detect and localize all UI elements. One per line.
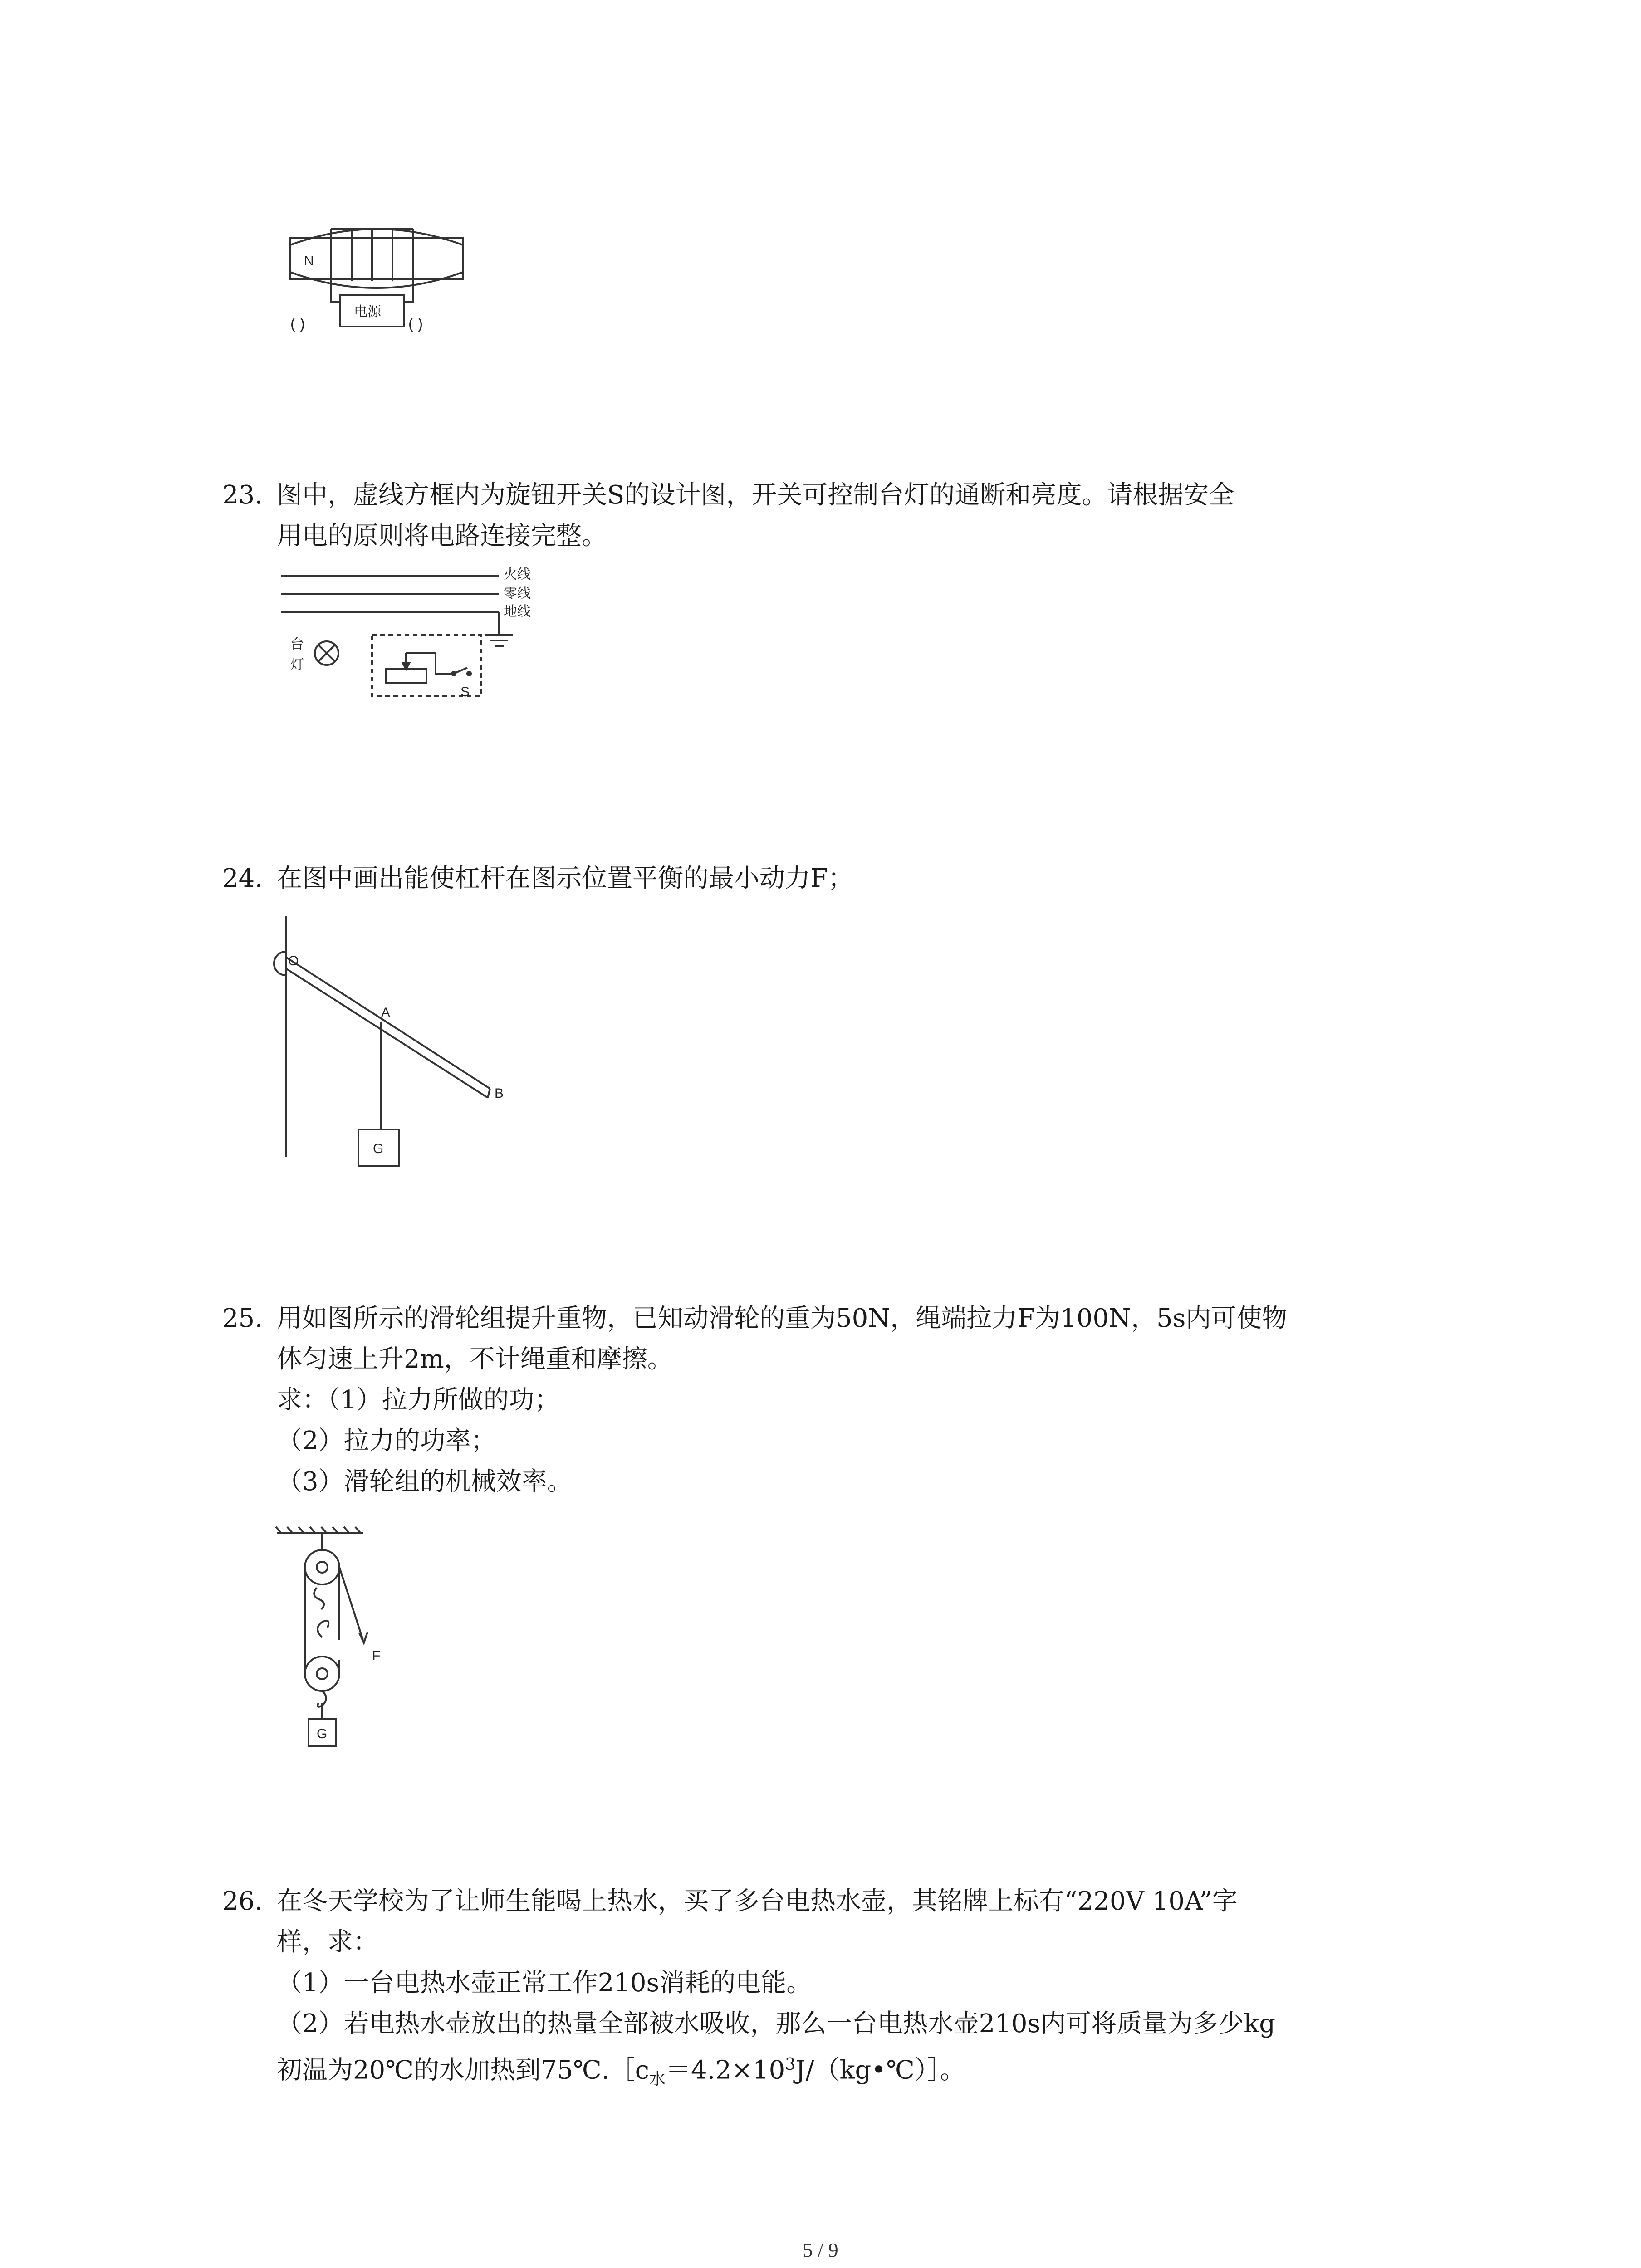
question-25-line-3: 求：（1）拉力所做的功；	[277, 1385, 560, 1415]
right-bracket: ( )	[408, 315, 423, 332]
question-26-line-3: （1）一台电热水壶正常工作210s消耗的电能。	[277, 1968, 812, 1998]
circuit-figure	[277, 562, 558, 735]
question-26-line-2: 样，求：	[277, 1927, 378, 1957]
question-number: 23.	[222, 480, 263, 510]
question-number: 25.	[222, 1304, 263, 1333]
ground-wire-label: 地线	[504, 604, 531, 619]
power-source-label: 电源	[354, 304, 381, 319]
switch-label: S	[460, 684, 470, 699]
solenoid-figure	[272, 218, 481, 349]
question-25-line-1: 25. 用如图所示的滑轮组提升重物，已知动滑轮的重为50N，绳端拉力F为100N，5s内可使物	[222, 1300, 1287, 1338]
point-a-label: A	[381, 1005, 391, 1020]
question-26-line-5: 初温为20℃的水加热到$75℃.[c_水=4.2\times 10^3J/(kg•℃)]$。	[277, 2055, 965, 2088]
left-bracket: ( )	[290, 315, 305, 332]
question-23-line-1: 23. 图中，虚线方框内为旋钮开关S的设计图，开关可控制台灯的通断和亮度。请根据安全	[222, 476, 1234, 514]
lamp-label-top: 台	[290, 637, 304, 652]
question-25-line-2: 体匀速上升2m，不计绳重和摩擦。	[277, 1344, 673, 1374]
page-number: 5 / 9	[803, 2239, 838, 2261]
question-number: 24.	[222, 864, 263, 893]
question-24-line-1: 24. 在图中画出能使杠杆在图示位置平衡的最小动力F；	[222, 860, 853, 898]
question-25-line-4: （2）拉力的功率；	[277, 1426, 496, 1456]
point-o-label: O	[288, 953, 299, 968]
pulley-figure	[272, 1524, 390, 1778]
force-f-label: F	[372, 1648, 381, 1663]
neutral-wire-label: 零线	[504, 586, 531, 601]
weight-g-label: G	[373, 1141, 384, 1156]
question-26-line-4: （2）若电热水壶放出的热量全部被水吸收，那么一台电热水壶210s内可将质量为多少kg	[277, 2009, 1276, 2038]
question-23-line-2: 用电的原则将电路连接完整。	[277, 521, 607, 551]
question-number: 26.	[222, 1887, 263, 1916]
live-wire-label: 火线	[504, 567, 531, 582]
weight-g-label: G	[317, 1726, 328, 1741]
lamp-label-bottom: 灯	[290, 657, 304, 672]
lever-figure	[272, 912, 526, 1184]
point-b-label: B	[495, 1086, 504, 1101]
n-pole-label: N	[304, 254, 314, 269]
question-25-line-5: （3）滑轮组的机械效率。	[277, 1467, 573, 1496]
question-26-line-1: 26. 在冬天学校为了让师生能喝上热水，买了多台电热水壶，其铭牌上标有“220V 10A”字	[222, 1882, 1238, 1921]
